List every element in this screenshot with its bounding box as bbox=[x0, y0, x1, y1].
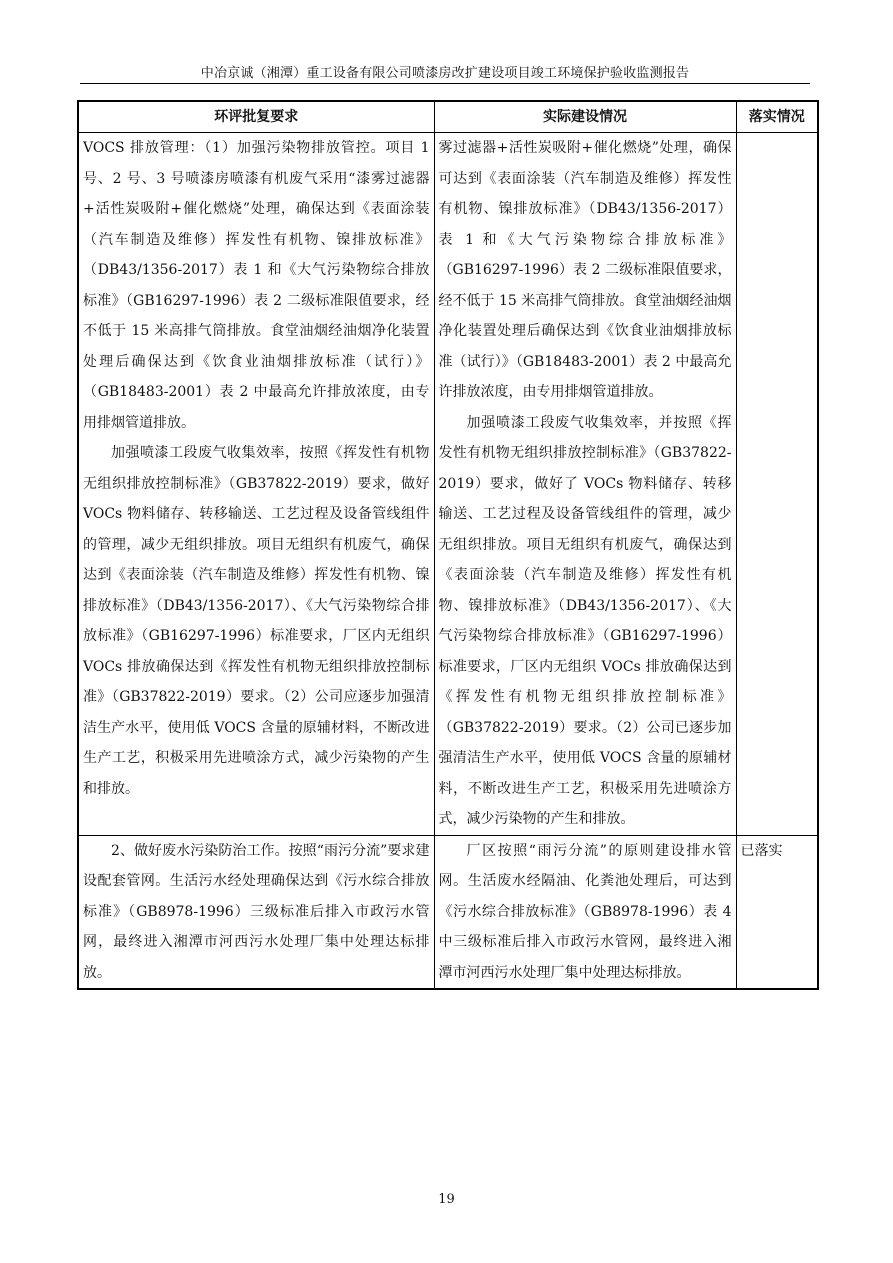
report-header: 中冶京诚（湘潭）重工设备有限公司喷漆房改扩建设项目竣工环境保护验收监测报告 bbox=[200, 66, 690, 81]
table-row bbox=[78, 133, 818, 836]
header-divider bbox=[80, 83, 810, 84]
table-row bbox=[78, 835, 818, 989]
actual-paragraph: 厂区按照“雨污分流”的原则建设排水管网。生活废水经隔油、化粪池处理后，可达到《污水综合排放标准》（GB8978-1996）表 4 中三级标准后排入市政污水管网，最终进入湘潭市河西污水处理厂集中处理达标排放。 bbox=[438, 842, 732, 981]
actual-paragraph: 雾过滤器+活性炭吸附+催化燃烧”处理，确保可达到《表面涂装（汽车制造及维修）挥发性有机物、镍排放标准》（DB43/1356-2017）表 1 和《大气污染物综合排放标准》（GB16297-1996）表 2 二级标准限值要求，经不低于 15 米高排气筒排放。食堂油烟经油烟净化装置处理后确保达到《饮食业油烟排放标准（试行）》（GB18483-2001）表 2 中最高允许排放浓度，由专用排烟管道排放。 bbox=[438, 140, 732, 400]
requirement-cell bbox=[78, 133, 434, 836]
table-header-row bbox=[78, 101, 818, 133]
actual-paragraph: 加强喷漆工段废气收集效率，并按照《挥发性有机物无组织排放控制标准》（GB37822-2019）要求，做好了 VOCs 物料储存、转移输送、工艺过程及设备管线组件的管理，减少无组织排放。项目无组织有机废气，确保达到《表面涂装（汽车制造及维修）挥发性有机物、镍排放标准》（DB43/1356-2017）、《大气污染物综合排放标准》（GB16297-1996）标准要求，厂区内无组织 VOCs 排放确保达到《挥发性有机物无组织排放控制标准》（GB37822-2019）要求。（2）公司已逐步加强清洁生产水平，使用低 VOCS 含量的原辅材料，不断改进生产工艺，积极采用先进喷涂方式，减少污染物的产生和排放。 bbox=[438, 414, 732, 827]
column-header-requirement: 环评批复要求 bbox=[78, 101, 434, 133]
actual-cell bbox=[434, 835, 736, 989]
requirement-cell bbox=[78, 835, 434, 989]
page-number: 19 bbox=[438, 1192, 455, 1207]
requirement-paragraph: 2、做好废水污染防治工作。按照“雨污分流”要求建设配套管网。生活污水经处理确保达到《污水综合排放标准》（GB8978-1996）三级标准后排入市政污水管网，最终进入湘潭市河西污水处理厂集中处理达标排放。 bbox=[83, 842, 430, 981]
column-header-status: 落实情况 bbox=[736, 101, 818, 133]
status-cell bbox=[736, 133, 818, 836]
requirement-paragraph: VOCS 排放管理：（1）加强污染物排放管控。项目 1 号、2 号、3 号喷漆房喷漆有机废气采用“漆雾过滤器+活性炭吸附+催化燃烧”处理，确保达到《表面涂装（汽车制造及维修）挥发性有机物、镍排放标准》（DB43/1356-2017）表 1 和《大气污染物综合排放标准》（GB16297-1996）表 2 二级标准限值要求，经不低于 15 米高排气筒排放。食堂油烟经油烟净化装置处理后确保达到《饮食业油烟排放标准（试行）》（GB18483-2001）表 2 中最高允许排放浓度，由专用排烟管道排放。 bbox=[83, 140, 430, 431]
actual-cell bbox=[434, 133, 736, 836]
column-header-actual: 实际建设情况 bbox=[434, 101, 736, 133]
requirement-paragraph: 加强喷漆工段废气收集效率，按照《挥发性有机物无组织排放控制标准》（GB37822-2019）要求，做好 VOCs 物料储存、转移输送、工艺过程及设备管线组件的管理，减少无组织排放。项目无组织有机废气，确保达到《表面涂装（汽车制造及维修）挥发性有机物、镍排放标准》（DB43/1356-2017）、《大气污染物综合排放标准》（GB16297-1996）标准要求，厂区内无组织 VOCs 排放确保达到《挥发性有机物无组织排放控制标准》（GB37822-2019）要求。（2）公司应逐步加强清洁生产水平，使用低 VOCS 含量的原辅材料，不断改进生产工艺，积极采用先进喷涂方式，减少污染物的产生和排放。 bbox=[83, 445, 430, 797]
status-cell: 已落实 bbox=[736, 835, 818, 989]
compliance-table bbox=[77, 100, 819, 990]
